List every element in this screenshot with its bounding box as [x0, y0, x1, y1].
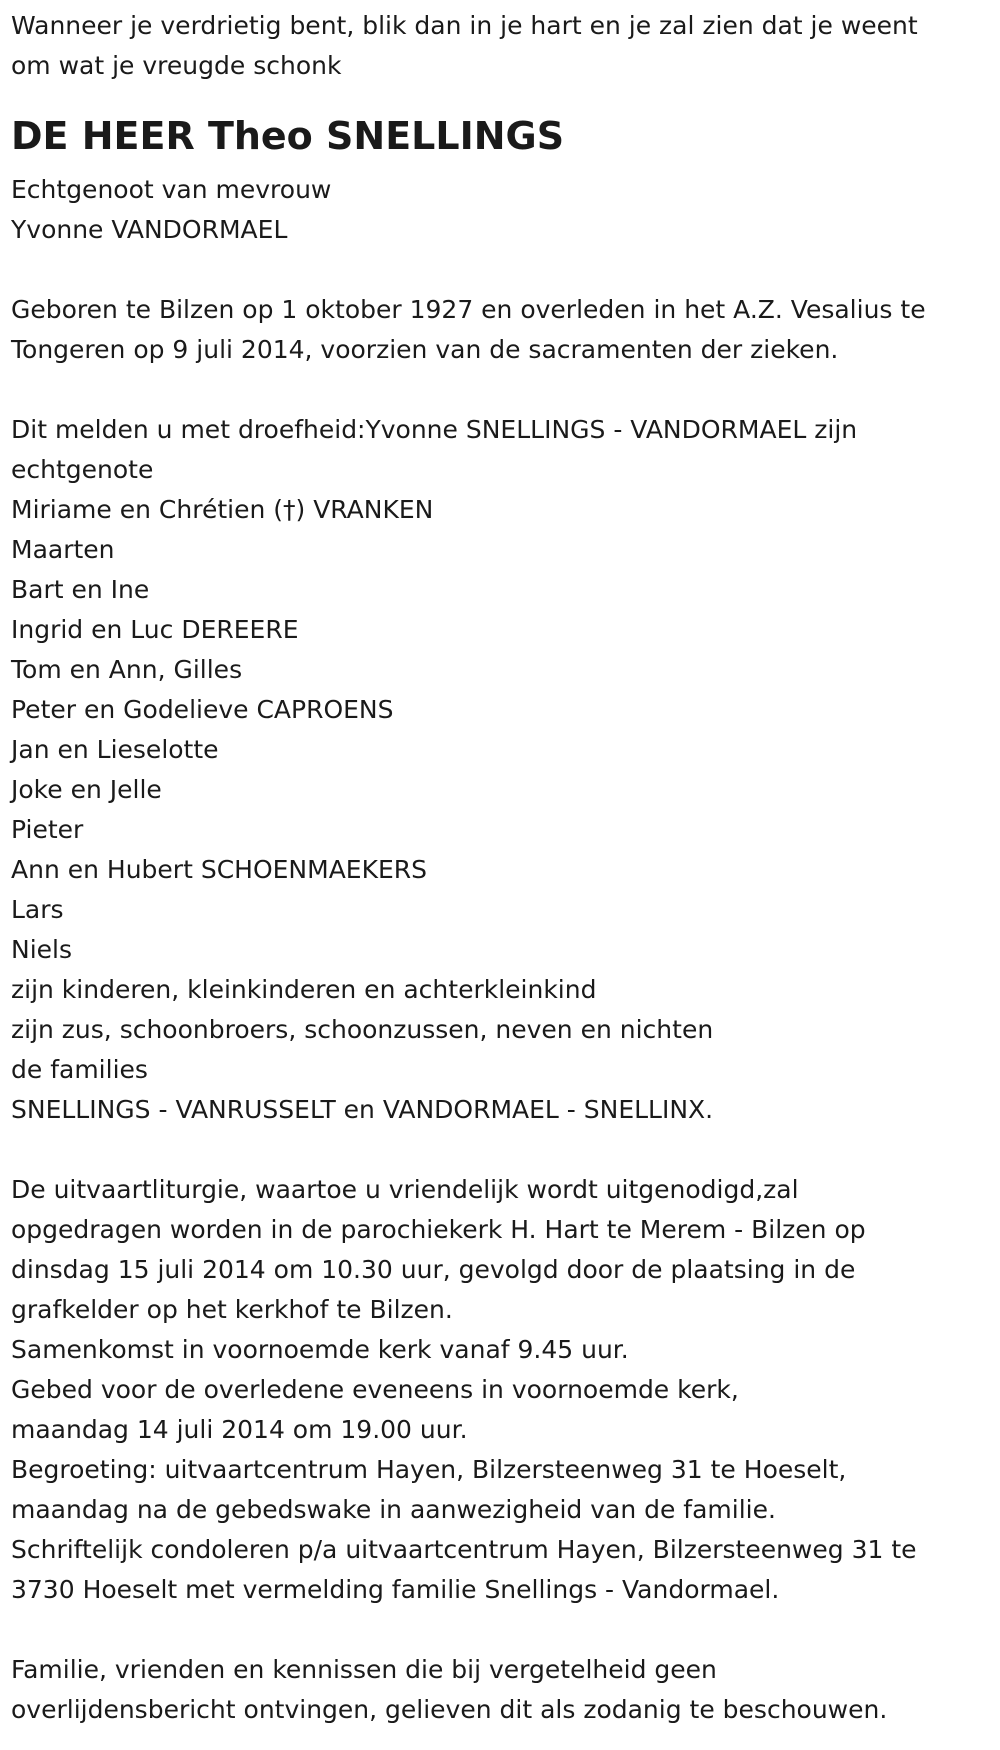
family-line: Maarten [11, 535, 115, 564]
family-line: echtgenote [11, 455, 154, 484]
birth-death-line: Tongeren op 9 juli 2014, voorzien van de sacramenten der zieken. [11, 335, 839, 364]
funeral-line: dinsdag 15 juli 2014 om 10.30 uur, gevolgd door de plaatsing in de [11, 1255, 856, 1284]
deceased-name: DE HEER Theo SNELLINGS [11, 114, 565, 158]
family-line: Ann en Hubert SCHOENMAEKERS [11, 855, 428, 884]
family-line: Joke en Jelle [11, 775, 162, 804]
closing-section [11, 1650, 980, 1730]
family-section [11, 410, 980, 1130]
spacer [11, 1610, 980, 1650]
closing-line: overlijdensbericht ontvingen, gelieven dit als zodanig te beschouwen. [11, 1695, 888, 1724]
birth-death-line: Geboren te Bilzen op 1 oktober 1927 en overleden in het A.Z. Vesalius te [11, 295, 926, 324]
family-line: Lars [11, 895, 64, 924]
family-line: Pieter [11, 815, 84, 844]
family-line: Jan en Lieselotte [11, 735, 219, 764]
spouse-line: Yvonne VANDORMAEL [11, 215, 288, 244]
funeral-line: Begroeting: uitvaartcentrum Hayen, Bilzersteenweg 31 te Hoeselt, [11, 1455, 847, 1484]
closing-line: Familie, vrienden en kennissen die bij vergetelheid geen [11, 1655, 717, 1684]
funeral-line: Gebed voor de overledene eveneens in voornoemde kerk, [11, 1375, 739, 1404]
spacer [11, 1130, 980, 1170]
spouse-section [11, 170, 980, 250]
family-line: de families [11, 1055, 148, 1084]
family-line: SNELLINGS - VANRUSSELT en VANDORMAEL - SNELLINX. [11, 1095, 714, 1124]
spacer [11, 250, 980, 290]
spacer [11, 370, 980, 410]
family-line: Ingrid en Luc DEREERE [11, 615, 299, 644]
funeral-line: Samenkomst in voornoemde kerk vanaf 9.45 uur. [11, 1335, 629, 1364]
family-line: Tom en Ann, Gilles [11, 655, 243, 684]
quote-line: om wat je vreugde schonk [11, 51, 342, 80]
funeral-line: Schriftelijk condoleren p/a uitvaartcentrum Hayen, Bilzersteenweg 31 te [11, 1535, 917, 1564]
funeral-line: 3730 Hoeselt met vermelding familie Snellings - Vandormael. [11, 1575, 780, 1604]
funeral-line: maandag na de gebedswake in aanwezigheid van de familie. [11, 1495, 776, 1524]
family-line: Miriame en Chrétien (†) VRANKEN [11, 495, 434, 524]
funeral-line: maandag 14 juli 2014 om 19.00 uur. [11, 1415, 468, 1444]
funeral-line: opgedragen worden in de parochiekerk H. Hart te Merem - Bilzen op [11, 1215, 866, 1244]
family-line: Peter en Godelieve CAPROENS [11, 695, 394, 724]
opening-quote [11, 6, 980, 86]
family-line: Niels [11, 935, 72, 964]
family-line: Dit melden u met droefheid:Yvonne SNELLINGS - VANDORMAEL zijn [11, 415, 858, 444]
spouse-line: Echtgenoot van mevrouw [11, 175, 332, 204]
family-line: Bart en Ine [11, 575, 150, 604]
birth-death-section [11, 290, 980, 370]
family-line: zijn zus, schoonbroers, schoonzussen, neven en nichten [11, 1015, 714, 1044]
family-line: zijn kinderen, kleinkinderen en achterkleinkind [11, 975, 597, 1004]
funeral-section [11, 1170, 980, 1610]
funeral-line: De uitvaartliturgie, waartoe u vriendelijk wordt uitgenodigd,zal [11, 1175, 799, 1204]
funeral-line: grafkelder op het kerkhof te Bilzen. [11, 1295, 453, 1324]
quote-line: Wanneer je verdrietig bent, blik dan in je hart en je zal zien dat je weent [11, 11, 918, 40]
